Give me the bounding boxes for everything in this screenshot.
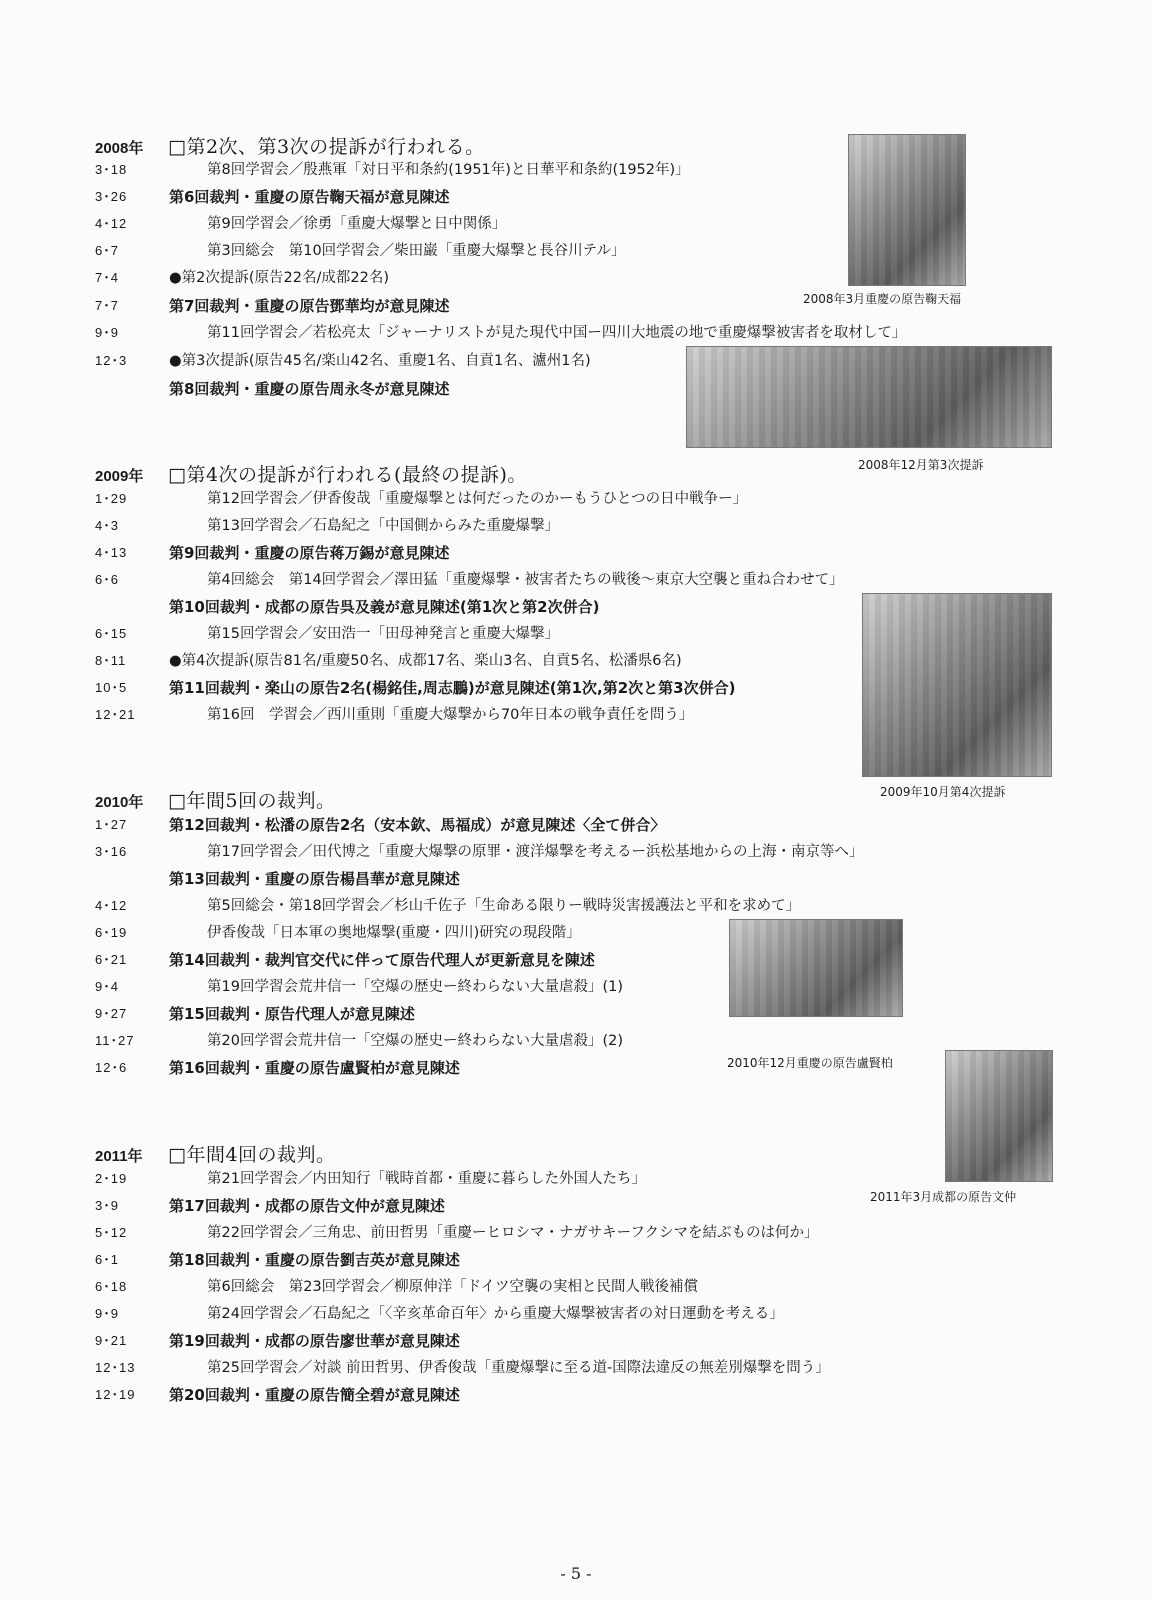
event-date: 4･3 (95, 518, 119, 533)
event-date: 6･15 (95, 626, 128, 641)
event-text: 第20回裁判・重慶の原告簡全碧が意見陳述 (169, 1386, 460, 1404)
event-text: 第20回学習会荒井信一「空爆の歴史ー終わらない大量虐殺」(2) (207, 1033, 623, 1049)
event-date: 9･9 (95, 325, 119, 340)
photo-fourth-filing (862, 593, 1052, 777)
event-text: 第15回裁判・原告代理人が意見陳述 (169, 1005, 415, 1023)
event-text: 第4回総会 第14回学習会／澤田猛「重慶爆撃・被害者たちの戦後～東京大空襲と重ね合わせて」 (207, 572, 844, 588)
section-title: □第2次、第3次の提訴が行われる。 (168, 136, 485, 158)
event-date: 7･7 (95, 298, 119, 313)
event-date: 6･1 (95, 1252, 119, 1267)
event-text: 第5回総会・第18回学習会／杉山千佐子「生命ある限りー戦時災害援護法と平和を求めて」 (207, 898, 801, 914)
event-text: 第7回裁判・重慶の原告鄧華均が意見陳述 (169, 297, 450, 315)
event-text: 第9回裁判・重慶の原告蒋万錫が意見陳述 (169, 544, 450, 562)
event-text: 第12回学習会／伊香俊哉「重慶爆撃とは何だったのかーもうひとつの日中戦争ー」 (207, 491, 748, 507)
event-text: 第13回学習会／石島紀之「中国側からみた重慶爆撃」 (207, 518, 559, 534)
event-text: 第6回総会 第23回学習会／柳原伸洋「ドイツ空襲の実相と民間人戦後補償 (207, 1279, 698, 1295)
photo-caption: 2011年3月成都の原告文仲 (870, 1190, 1017, 1204)
event-date: 12･3 (95, 353, 128, 368)
event-date: 1･27 (95, 817, 128, 832)
event-text: 第11回裁判・楽山の原告2名(楊銘佳,周志鵬)が意見陳述(第1次,第2次と第3次併合) (169, 679, 736, 697)
section-title: □第4次の提訴が行われる(最終の提訴)。 (168, 464, 527, 486)
event-date: 5･12 (95, 1225, 128, 1240)
event-text: 第3回総会 第10回学習会／柴田巌「重慶大爆撃と長谷川テル」 (207, 243, 626, 259)
event-date: 8･11 (95, 653, 127, 668)
section-header-2008 (95, 132, 485, 159)
event-text: 第16回 学習会／西川重則「重慶大爆撃から70年日本の戦争責任を問う」 (207, 707, 694, 723)
year-label: 2010年 (95, 794, 144, 811)
event-text: 伊香俊哉「日本軍の奥地爆撃(重慶・四川)研究の現段階」 (207, 925, 581, 941)
event-date: 4･12 (95, 898, 128, 913)
event-text: 第11回学習会／若松亮太「ジャーナリストが見た現代中国ー四川大地震の地で重慶爆撃被害者を取材して」 (207, 325, 907, 341)
photo-caption: 2009年10月第4次提訴 (880, 785, 1006, 799)
event-date: 9･27 (95, 1006, 128, 1021)
year-label: 2009年 (95, 468, 144, 485)
event-date: 2･19 (95, 1171, 128, 1186)
event-text: 第19回学習会荒井信一「空爆の歴史ー終わらない大量虐殺」(1) (207, 979, 623, 995)
event-text: 第8回学習会／殷燕軍「対日平和条約(1951年)と日華平和条約(1952年)」 (207, 162, 690, 178)
event-date: 3･9 (95, 1198, 119, 1213)
event-text: 第17回裁判・成都の原告文仲が意見陳述 (169, 1197, 445, 1215)
event-date: 6･21 (95, 952, 128, 967)
event-text: 第22回学習会／三角忠、前田哲男「重慶ーヒロシマ・ナガサキーフクシマを結ぶものは何か」 (207, 1225, 819, 1241)
event-text: 第6回裁判・重慶の原告鞠天福が意見陳述 (169, 188, 450, 206)
event-date: 12･21 (95, 707, 136, 722)
event-text: 第8回裁判・重慶の原告周永冬が意見陳述 (169, 380, 450, 398)
page-number: - 5 - (560, 1564, 592, 1583)
event-date: 4･13 (95, 545, 128, 560)
photo-caption: 2010年12月重慶の原告盧賢柏 (727, 1056, 893, 1070)
event-date: 1･29 (95, 491, 128, 506)
event-date: 9･9 (95, 1306, 119, 1321)
event-date: 11･27 (95, 1033, 135, 1048)
event-text: ●第3次提訴(原告45名/楽山42名、重慶1名、自貢1名、瀘州1名) (169, 353, 591, 369)
event-date: 3･26 (95, 189, 128, 204)
event-text: 第18回裁判・重慶の原告劉吉英が意見陳述 (169, 1251, 460, 1269)
section-title: □年間5回の裁判。 (168, 790, 336, 812)
photo-plaintiff-ju-tianfu (848, 134, 966, 286)
event-text: 第15回学習会／安田浩一「田母神発言と重慶大爆撃」 (207, 626, 559, 642)
event-text: 第25回学習会／対談 前田哲男、伊香俊哉「重慶爆撃に至る道-国際法違反の無差別爆撃を問う」 (207, 1360, 830, 1376)
event-date: 12･6 (95, 1060, 128, 1075)
photo-caption: 2008年3月重慶の原告鞠天福 (803, 292, 962, 306)
event-date: 10･5 (95, 680, 128, 695)
section-header-2010 (95, 786, 336, 813)
event-date: 4･12 (95, 216, 128, 231)
event-text: ●第2次提訴(原告22名/成都22名) (169, 270, 389, 286)
event-text: 第14回裁判・裁判官交代に伴って原告代理人が更新意見を陳述 (169, 951, 595, 969)
event-date: 9･21 (95, 1333, 128, 1348)
event-date: 3･16 (95, 844, 128, 859)
event-text: 第24回学習会／石島紀之「〈辛亥革命百年〉から重慶大爆撃被害者の対日運動を考える」 (207, 1306, 784, 1322)
photo-caption: 2008年12月第3次提訴 (858, 458, 984, 472)
year-label: 2008年 (95, 140, 144, 157)
event-text: 第21回学習会／内田知行「戦時首都・重慶に暮らした外国人たち」 (207, 1171, 646, 1187)
event-text: 第13回裁判・重慶の原告楊昌華が意見陳述 (169, 870, 460, 888)
event-text: 第17回学習会／田代博之「重慶大爆撃の原罪・渡洋爆撃を考えるー浜松基地からの上海・南京等へ」 (207, 844, 864, 860)
event-date: 7･4 (95, 270, 119, 285)
photo-plaintiff-lu-xianbai (729, 919, 903, 1017)
event-date: 6･6 (95, 572, 119, 587)
event-text: ●第4次提訴(原告81名/重慶50名、成都17名、楽山3名、自貢5名、松潘県6名) (169, 653, 682, 669)
event-date: 12･13 (95, 1360, 136, 1375)
event-date: 3･18 (95, 162, 128, 177)
event-text: 第10回裁判・成都の原告呉及義が意見陳述(第1次と第2次併合) (169, 598, 600, 616)
section-header-2011 (95, 1140, 336, 1167)
section-title: □年間4回の裁判。 (168, 1144, 336, 1166)
year-label: 2011年 (95, 1148, 143, 1165)
event-text: 第12回裁判・松潘の原告2名（安本欽、馬福成）が意見陳述〈全て併合〉 (169, 816, 666, 834)
photo-plaintiff-wen-zhong (945, 1050, 1053, 1182)
event-date: 6･19 (95, 925, 128, 940)
event-text: 第19回裁判・成都の原告廖世華が意見陳述 (169, 1332, 460, 1350)
photo-third-filing (686, 346, 1052, 448)
event-text: 第16回裁判・重慶の原告盧賢柏が意見陳述 (169, 1059, 460, 1077)
event-date: 9･4 (95, 979, 119, 994)
event-date: 12･19 (95, 1387, 136, 1402)
event-date: 6･7 (95, 243, 119, 258)
section-header-2009 (95, 460, 527, 487)
event-date: 6･18 (95, 1279, 128, 1294)
event-text: 第9回学習会／徐勇「重慶大爆撃と日中関係」 (207, 216, 507, 232)
